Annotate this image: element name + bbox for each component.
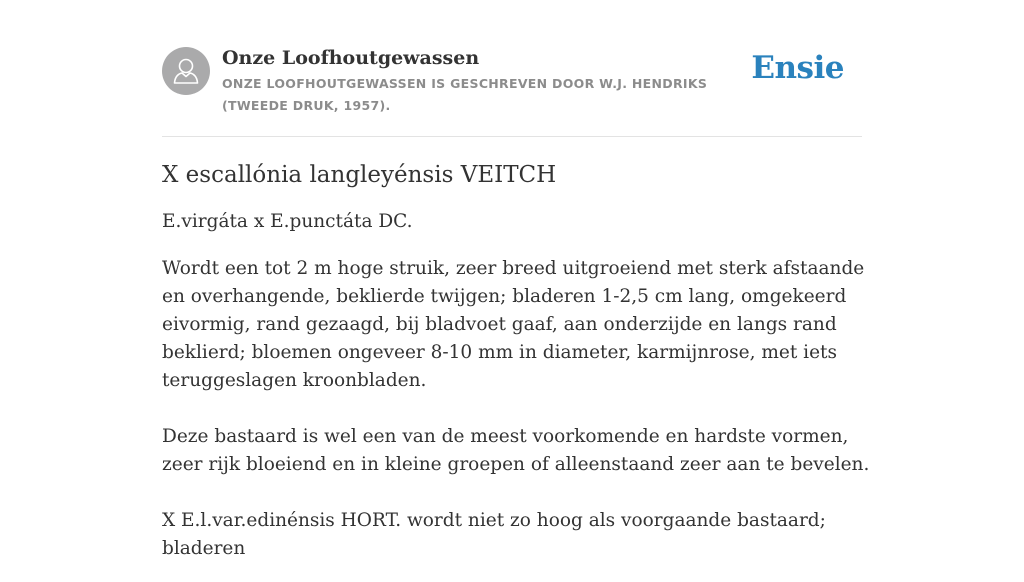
entry-synonym: E.virgáta x E.punctáta DC. [162, 211, 413, 232]
book-subtitle: ONZE LOOFHOUTGEWASSEN IS GESCHREVEN DOOR W.J. HENDRIKS (TWEEDE DRUK, 1957). [222, 76, 708, 113]
book-title[interactable]: Onze Loofhoutgewassen [222, 47, 480, 69]
book-header [162, 44, 862, 137]
entry-content [162, 158, 872, 582]
person-outline-icon [162, 47, 210, 95]
book-meta [222, 44, 752, 117]
entry-paragraph-2: Deze bastaard is wel een van de meest voorkomende en hardste vormen, zeer rijk bloeiend en in kleine groepen of alleenstaand zeer aan te bevelen. [162, 426, 870, 475]
entry-paragraph-3: X E.l.var.edinénsis HORT. wordt niet zo hoog als voorgaande bastaard; bladeren [162, 510, 826, 559]
user-avatar-icon[interactable] [162, 47, 210, 95]
entry-title: X escallónia langleyénsis VEITCH [162, 162, 557, 188]
ensie-logo[interactable]: Ensie [751, 50, 844, 86]
entry-paragraph-1: Wordt een tot 2 m hoge struik, zeer breed uitgroeiend met sterk afstaande en overhangende, beklierde twijgen; bladeren 1-2,5 cm lang, omgekeerd eivormig, rand gezaagd, bij bladvoet gaaf, aan onderzijde en langs rand beklierd; bloemen ongeveer 8-10 mm in diameter, karmijnrose, met iets teruggeslagen kroonbladen. [162, 258, 865, 391]
